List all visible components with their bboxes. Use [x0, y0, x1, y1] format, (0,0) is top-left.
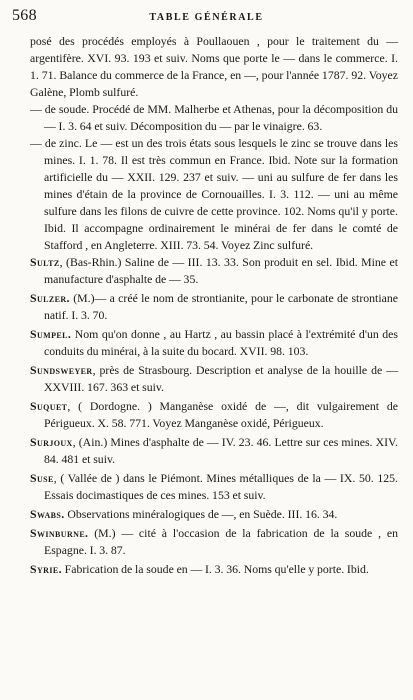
running-title: TABLE GÉNÉRALE [149, 12, 264, 23]
entry-headword: Surjoux [30, 435, 73, 449]
page-number: 568 [12, 7, 37, 24]
index-entry [30, 135, 398, 254]
entry-headword: Sultz [30, 255, 60, 269]
entry-text: , ( Dordogne. ) Manganèse oxidé de —, dit vulgairement de Périgueux. X. 58. 771. Voyez Manganèse oxidé, Périgueux. [44, 399, 398, 430]
entry-text: , (Bas-Rhin.) Saline de — III. 13. 33. Son produit en sel. Ibid. Mine et manufacture d'asphalte de — 35. [44, 255, 398, 286]
entry-text: — de soude. Procédé de MM. Malherbe et Athenas, pour la décomposition du — I. 3. 64 et suiv. Décomposition du — par le vinaigre. 63. [30, 102, 398, 133]
entry-text: (M.)— a créé le nom de strontianite, pour le carbonate de strontiane natif. I. 3. 70. [44, 291, 398, 322]
index-entry [30, 254, 398, 288]
entry-headword: Syrie. [30, 562, 62, 576]
entry-headword: Suse [30, 471, 54, 485]
index-entry [30, 561, 398, 578]
entry-headword: Suquet [30, 399, 68, 413]
index-entry [30, 290, 398, 324]
entry-text: , près de Strasbourg. Description et analyse de la houille de — XXVIII. 167. 363 et suiv. [44, 363, 398, 394]
entry-headword: Sumpel. [30, 327, 72, 341]
index-entry [30, 398, 398, 432]
index-entries [30, 33, 398, 578]
entry-headword: Swabs. [30, 507, 65, 521]
entry-text: , (Ain.) Mines d'asphalte de — IV. 23. 46. Lettre sur ces mines. XIV. 84. 481 et suiv. [44, 435, 398, 466]
index-entry [30, 33, 398, 101]
entry-headword: Sundsweyer [30, 363, 93, 377]
index-entry [30, 525, 398, 559]
entry-text: posé des procédés employés à Poullaouen , pour le traitement du — argentifère. XVI. 93. 193 et suiv. Noms que porte le — dans le commerce. I. 1. 71. Balance du commerce de la France, en —, pour l'année 1787. 92. Voyez Galène, Plomb sulfuré. [30, 34, 398, 99]
entry-headword: Swinburne. [30, 526, 89, 540]
entry-text: , ( Vallée de ) dans le Piémont. Mines métalliques de la — IX. 50. 125. Essais docimastiques de ces mines. 153 et suiv. [44, 471, 398, 502]
index-entry [30, 326, 398, 360]
index-entry [30, 101, 398, 135]
entry-text: (M.) — cité à l'occasion de la fabrication de la soude , en Espagne. I. 3. 87. [44, 526, 398, 557]
entry-text: — de zinc. Le — est un des trois états sous lesquels le zinc se trouve dans les mines. I. 1. 78. Il est très commun en France. Ibid. Note sur la formation artificielle du — XXII. 129. 237 et suiv. — uni au sulfure de fer dans les mines d'étain de la province de Cornouailles. I. 3. 112. — uni au même sulfure dans les filons de cuivre de cette province. 102. Noms qu'il y porte. Ibid. Il accompagne ordinairement le minérai de fer dans le comté de Stafford , en Angleterre. XIII. 73. 54. Voyez Zinc sulfuré. [30, 136, 398, 252]
entry-text: Observations minéralogiques de —, en Suède. III. 16. 34. [64, 507, 338, 521]
index-entry [30, 506, 398, 523]
entry-headword: Sulzer. [30, 291, 70, 305]
index-entry [30, 362, 398, 396]
entry-text: Nom qu'on donne , au Hartz , au bassin placé à l'extrémité d'un des conduits du minérai, à la suite du bocard. XVII. 98. 103. [44, 327, 398, 358]
index-entry [30, 470, 398, 504]
index-entry [30, 434, 398, 468]
entry-text: Fabrication de la soude en — I. 3. 36. Noms qu'elle y porte. Ibid. [61, 562, 369, 576]
